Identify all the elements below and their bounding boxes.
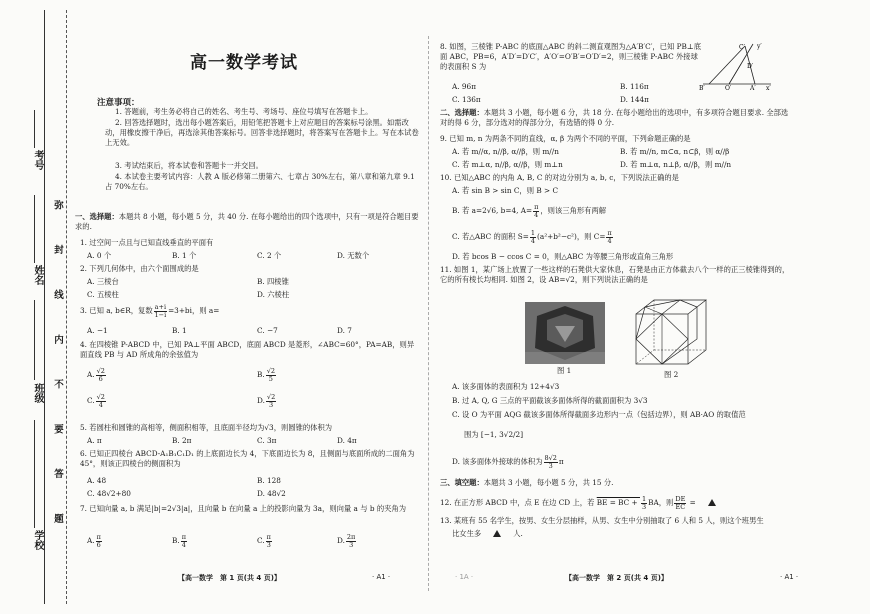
- section3-text: 本题共 3 小题，每小题 5 分，共 15 分.: [483, 478, 614, 487]
- q8-label-x: x′: [766, 85, 771, 90]
- q5-option-b[interactable]: B. 2π: [172, 436, 192, 445]
- q5-option-d[interactable]: D. 4π: [337, 436, 357, 445]
- q7-option-b[interactable]: B. $\frac{\pi}{4}$: [172, 533, 186, 549]
- exam-title: 高一数学考试: [190, 53, 298, 73]
- q4-option-b[interactable]: B. $\frac{√2}{5}$: [257, 367, 275, 383]
- q11-edge-1: [645, 307, 662, 314]
- q2-option-c[interactable]: C. 五棱柱: [87, 290, 119, 299]
- binding-margin: [0, 0, 70, 614]
- q10-option-a[interactable]: A. 若 sin B > sin C，则 B > C: [452, 186, 559, 195]
- footer-mid-mark: · 1A ·: [455, 573, 474, 581]
- q8-figure: [695, 40, 775, 90]
- q10-option-c[interactable]: C. 若△ABC 的面积 S= $\frac{1}{4}$ (a²+b²−c²)，则 C= $\frac{\pi}{4}$: [452, 229, 612, 245]
- q1-stem: 1. 过空间一点且与已知直线垂直的平面有: [80, 238, 214, 247]
- q9-option-d[interactable]: D. 若 m⊥α, n⊥β, α//β，则 m//n: [620, 160, 732, 169]
- class-field[interactable]: [34, 300, 35, 380]
- section2-intro: [440, 108, 790, 128]
- name-label: 姓名: [32, 265, 43, 285]
- section1-text: 本题共 8 小题，每小题 5 分，共 40 分. 在每小题给出的四个选项中，只有一项是符合题目要求的.: [75, 212, 419, 232]
- q11-option-b[interactable]: B. 过 A, Q, G 三点的平面截该多面体所得的截面面积为 3√3: [452, 396, 648, 405]
- q2-option-d[interactable]: D. 六棱柱: [257, 290, 290, 299]
- q8-option-a[interactable]: A. 96π: [452, 82, 476, 91]
- section3-heading: 三、填空题：: [440, 478, 484, 487]
- school-field[interactable]: [34, 420, 35, 528]
- notice-item-2: 2. 回答选择题时，选出每小题答案后，用铅笔把答题卡上对应题目的答案标号涂黑。如需改动，用橡皮擦干净后，再选涂其他答案标号。回答非选择题时，将答案写在答题卡上。写在本试卷上无效。: [105, 118, 419, 148]
- section1-intro: [75, 212, 420, 232]
- q12-answer-blank[interactable]: [708, 499, 716, 506]
- q3-stem: 3. 已知 a, b∈R，复数 $\frac{a+i}{1-i}$ =3+bi，则 a=: [80, 303, 220, 319]
- q11-edge-3: [636, 314, 662, 339]
- q8-edge-bc: [709, 46, 745, 84]
- q3-option-a[interactable]: A. −1: [87, 326, 108, 335]
- q13-line-1: 13. 某班有 55 名学生，按男、女生分层抽样，从男、女生中分别抽取了 6 人和 5 人，则这个班男生: [440, 516, 764, 525]
- q1-option-c[interactable]: C. 2 个: [257, 251, 282, 260]
- q6-option-b[interactable]: B. 128: [257, 476, 281, 485]
- q6-stem: 6. 已知正四棱台 ABCD-A₁B₁C₁D₁ 的上底面边长为 4，下底面边长为 8，且侧面与底面所成的二面角为 45°，则该正四棱台的侧面积为: [80, 449, 415, 469]
- q2-stem: 2. 下列几何体中，由六个面围成的是: [80, 264, 199, 273]
- q1-option-a[interactable]: A. 0 个: [87, 251, 112, 260]
- q11-stem: 11. 如图 1，某广场上放置了一些这样的石凳供大家休息，石凳是由正方体截去八个一样的正三棱锥得到的，它的所有棱长均相同. 如图 2，设 AB=√2，则下列说法正确的是: [440, 265, 790, 285]
- q8-option-c[interactable]: C. 136π: [452, 95, 481, 104]
- q3-option-b[interactable]: B. 1: [172, 326, 187, 335]
- q11-edge-2: [662, 314, 688, 339]
- exam-number-field[interactable]: [34, 110, 35, 148]
- q8-stem: 8. 如图，三棱锥 P-ABC 的底面△ABC 的斜二测直观图为△A′B′C′，已知 PB⊥底面 ABC，PB=6，A′D′=D′C′，A′O′=O′B′=O′D′=2，则三棱锥 P-ABC 外接球的表面积 S 为: [440, 42, 702, 72]
- q9-option-a[interactable]: A. 若 m//α, n//β, α//β，则 m//n: [452, 147, 559, 156]
- section3-intro: [440, 478, 790, 488]
- section1-heading: 一、选择题：: [75, 212, 119, 221]
- class-label: 班级: [32, 383, 43, 403]
- q6-option-d[interactable]: D. 48√2: [257, 489, 286, 498]
- q10-option-b[interactable]: B. 若 a=2√6, b=4, A= $\frac{\pi}{4}$ ，则该三角形有两解: [452, 203, 607, 219]
- q7-option-a[interactable]: A. $\frac{\pi}{6}$: [87, 533, 101, 549]
- q8-label-y: y′: [757, 43, 762, 50]
- q8-label-a: A′: [750, 85, 756, 90]
- q9-option-b[interactable]: B. 若 m//n, m⊂α, n⊂β，则 α//β: [620, 147, 730, 156]
- q1-option-d[interactable]: D. 无数个: [337, 251, 370, 260]
- seal-line: [66, 10, 67, 604]
- q7-stem: 7. 已知向量 a, b 满足|b|=2√3|a|，且向量 b 在向量 a 上的投影向量为 3a，则向量 a 与 b 的夹角为: [80, 504, 407, 513]
- q10-option-d[interactable]: D. 若 bcos B − ccos C = 0，则△ABC 为等腰三角形或直角三角形: [452, 252, 674, 261]
- footer-right-code: · A1 ·: [780, 573, 799, 581]
- notice-item-3: 3. 考试结束后，将本试卷和答题卡一并交回。: [115, 161, 263, 170]
- q11-option-a[interactable]: A. 该多面体的表面积为 12+4√3: [452, 382, 560, 391]
- q12-stem: 12. 在正方形 ABCD 中，点 E 在边 CD 上，若 BE = BC + $\frac{1}{3}$ BA，则 $\frac{DE}{EC}$ =: [440, 496, 728, 510]
- q2-option-a[interactable]: A. 三棱台: [87, 277, 119, 286]
- q11-edge-6: [662, 339, 688, 364]
- q6-option-a[interactable]: A. 48: [87, 476, 107, 485]
- q8-label-b: B′: [699, 85, 705, 90]
- q9-stem: 9. 已知 m, n 为两条不同的直线，α, β 为两个不同的平面，下列命题正确的是: [440, 134, 691, 143]
- q3-option-c[interactable]: C. −7: [257, 326, 278, 335]
- q10-stem: 10. 已知△ABC 的内角 A, B, C 的对边分别为 a, b, c，下列说法正确的是: [440, 173, 679, 182]
- q8-label-c: C′: [739, 44, 745, 51]
- q8-option-d[interactable]: D. 144π: [620, 95, 649, 104]
- page-divider: [428, 36, 429, 591]
- q6-option-c[interactable]: C. 48√2+80: [87, 489, 131, 498]
- footer-left: 【高一数学 第 1 页(共 4 页)】: [178, 574, 281, 582]
- q13-answer-blank[interactable]: [493, 530, 501, 537]
- q11-figure-2: [630, 296, 710, 368]
- binding-line: [44, 10, 45, 604]
- notice-heading: 注意事项：: [97, 98, 140, 108]
- q8-label-o: O′: [725, 85, 732, 90]
- q4-option-a[interactable]: A. $\frac{√2}{6}$: [87, 367, 105, 383]
- q13-line-2: 比女生多 人.: [452, 529, 523, 538]
- q11-option-d[interactable]: D. 该多面体外接球的体积为 $\frac{8√2}{3}$ π: [452, 454, 564, 470]
- seal-notice: 弥 封 线 内 不 要 答 题: [52, 200, 63, 540]
- section2-text: 本题共 3 小题，每小题 6 分，共 18 分. 在每小题给出的选项中，有多项符合题目要求. 全部选对的得 6 分，部分选对的得部分分，有选错的得 0 分.: [440, 108, 789, 128]
- q4-stem: 4. 在四棱锥 P-ABCD 中，已知 PA⊥平面 ABCD，底面 ABCD 是菱形，∠ABC=60°，PA=AB，则异面直线 PB 与 AD 所成角的余弦值为: [80, 340, 415, 360]
- q4-option-d[interactable]: D. $\frac{√2}{3}$: [257, 393, 276, 409]
- q4-option-c[interactable]: C. $\frac{√2}{4}$: [87, 393, 105, 409]
- footer-left-code: · A1 ·: [372, 573, 391, 581]
- section2-heading: 二、选择题：: [440, 108, 484, 117]
- q9-option-c[interactable]: C. 若 m⊥α, n//β, α//β，则 m⊥n: [452, 160, 563, 169]
- q11-ground: [525, 352, 605, 364]
- q3-fraction: $\frac{a+i}{1-i}$: [154, 303, 167, 319]
- exam-number-label: 考号: [32, 150, 43, 170]
- q11-fig2-caption: 图 2: [664, 370, 679, 379]
- q7-option-c[interactable]: C. $\frac{\pi}{3}$: [257, 533, 271, 549]
- q7-option-d[interactable]: D. $\frac{2\pi}{3}$: [337, 533, 356, 549]
- q11-figure-1: [525, 302, 605, 364]
- school-label: 学校: [32, 530, 43, 550]
- q3-option-d[interactable]: D. 7: [337, 326, 352, 335]
- notice-item-1: 1. 答题前，考生务必将自己的姓名、考生号、考场号、座位号填写在答题卡上。: [115, 107, 373, 116]
- q11-option-c-range: 围为 [−1, 3√2/2]: [464, 430, 524, 439]
- q2-option-b[interactable]: B. 四棱锥: [257, 277, 289, 286]
- footer-right: 【高一数学 第 2 页(共 4 页)】: [565, 574, 668, 582]
- q5-option-a[interactable]: A. π: [87, 436, 102, 445]
- q11-fig1-caption: 图 1: [557, 366, 572, 375]
- q11-option-c[interactable]: C. 设 O 为平面 AQG 截该多面体所得截面多边形内一点（包括边界），则 AB·AO 的取值范: [452, 410, 746, 419]
- name-field[interactable]: [34, 195, 35, 263]
- q8-option-b[interactable]: B. 116π: [620, 82, 649, 91]
- q1-option-b[interactable]: B. 1 个: [172, 251, 197, 260]
- q5-stem: 5. 若圆柱和圆锥的高相等，侧面积相等，且底面半径均为√3，则圆锥的体积为: [80, 423, 333, 432]
- q5-option-c[interactable]: C. 3π: [257, 436, 277, 445]
- notice-item-4: 4. 本试卷主要考试内容：人教 A 版必修第二册第六、七章占 30%左右，第八章和第九章 9.1 占 70%左右。: [105, 172, 415, 192]
- q8-label-d: D′: [747, 63, 754, 70]
